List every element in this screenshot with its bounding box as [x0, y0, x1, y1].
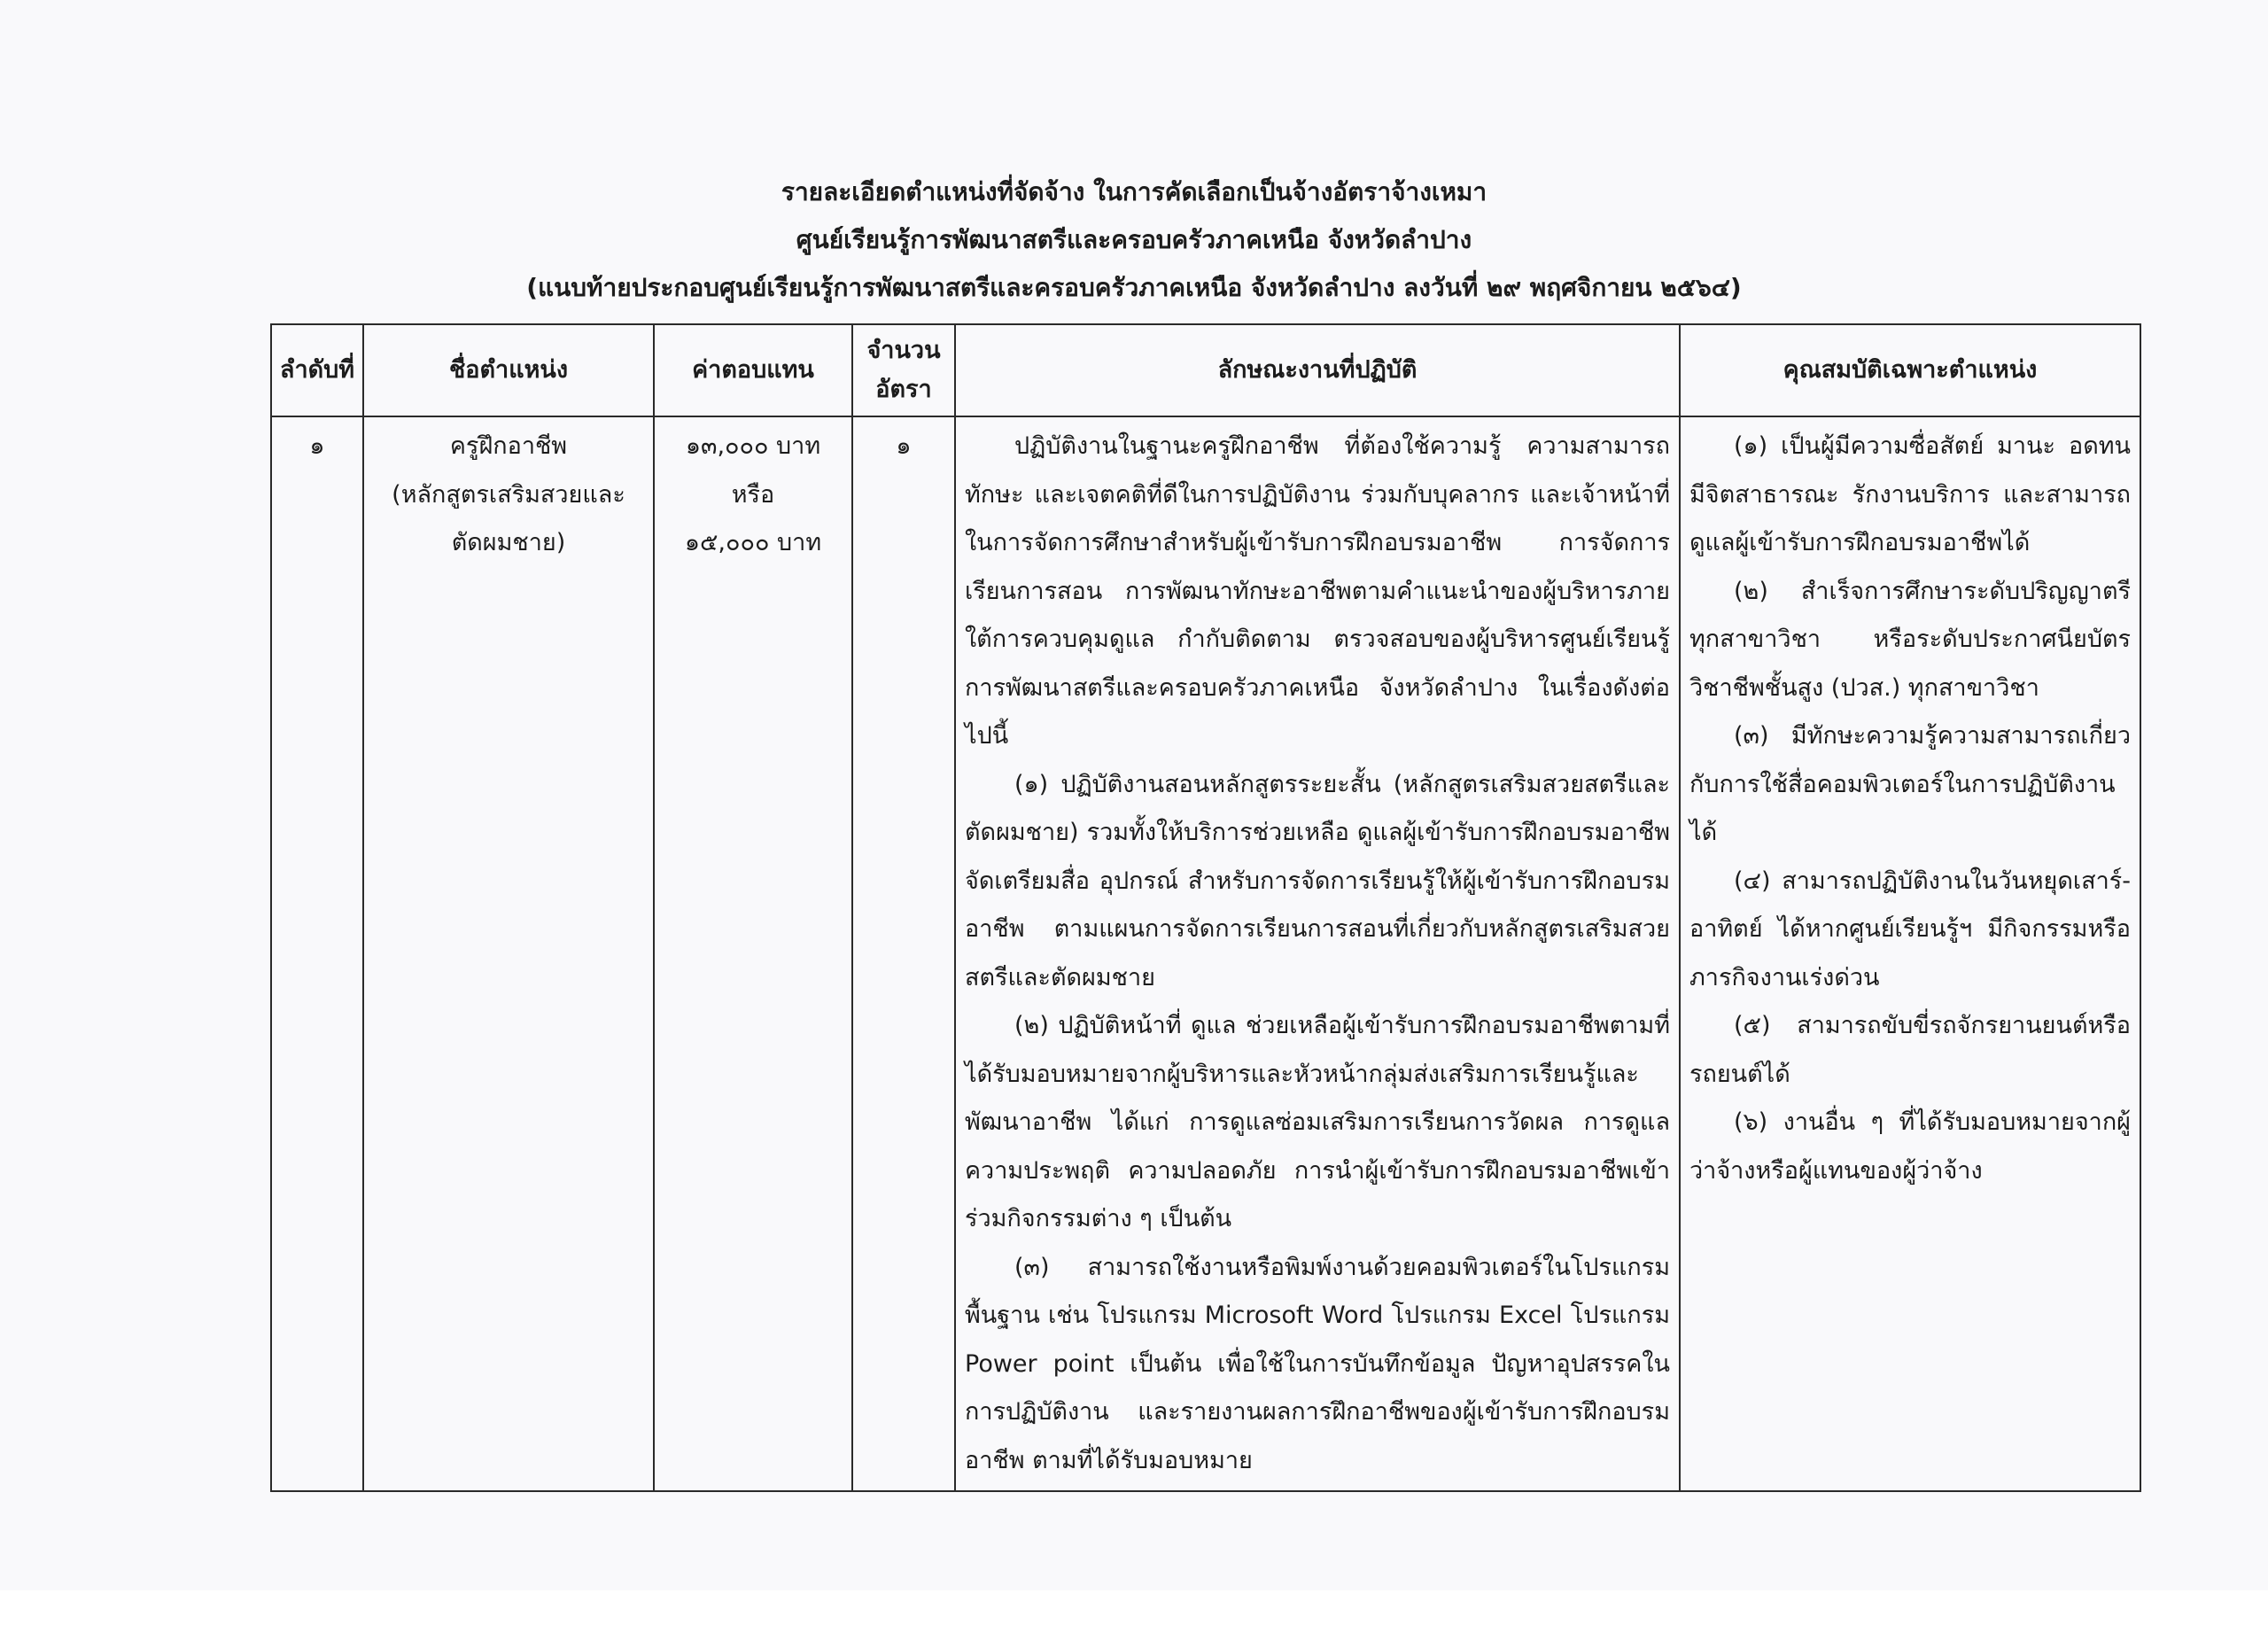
pay-line: ๑๓,๐๐๐ บาท [685, 432, 821, 460]
header-order: ลำดับที่ [271, 324, 363, 416]
pay-line: ๑๕,๐๐๐ บาท [684, 529, 822, 556]
duty-paragraph: (๑) ปฏิบัติงานสอนหลักสูตรระยะสั้น (หลักสูตรเสริมสวยสตรีและตัดผมชาย) รวมทั้งให้บริการช่วยเหลือ ดูแลผู้เข้ารับการฝึกอบรมอาชีพ จัดเตรียมสื่อ อุปกรณ์ สำหรับการจัดการเรียนรู้ให้ผู้เข้ารับการฝึกอบรมอาชีพ ตามแผนการจัดการเรียนการสอนที่เกี่ยวกับหลักสูตรเสริมสวยสตรีและตัดผมชาย [965, 770, 1670, 991]
qualification-item: (๖) งานอื่น ๆ ที่ได้รับมอบหมายจากผู้ว่าจ้างหรือผู้แทนของผู้ว่าจ้าง [1689, 1108, 2131, 1185]
cell-duties [955, 416, 1680, 1491]
duty-paragraph: (๒) ปฏิบัติหน้าที่ ดูแล ช่วยเหลือผู้เข้ารับการฝึกอบรมอาชีพตามที่ได้รับมอบหมายจากผู้บริหารและหัวหน้ากลุ่มส่งเสริมการเรียนรู้และพัฒนาอาชีพ ได้แก่ การดูแลซ่อมเสริมการเรียนการวัดผล การดูแลความประพฤติ ความปลอดภัย การนำผู้เข้ารับการฝึกอบรมอาชีพเข้าร่วมกิจกรรมต่าง ๆ เป็นต้น [965, 1012, 1670, 1232]
cell-position [363, 416, 654, 1491]
title-line-2: ศูนย์เรียนรู้การพัฒนาสตรีและครอบครัวภาคเหนือ จังหวัดลำปาง [796, 225, 1472, 254]
table-row [271, 416, 2140, 1491]
qualification-item: (๓) มีทักษะความรู้ความสามารถเกี่ยวกับการใช้สื่อคอมพิวเตอร์ในการปฏิบัติงานได้ [1689, 722, 2131, 846]
qualification-item: (๒) สำเร็จการศึกษาระดับปริญญาตรี ทุกสาขาวิชา หรือระดับประกาศนียบัตรวิชาชีพชั้นสูง (ปวส.) ทุกสาขาวิชา [1689, 577, 2131, 702]
position-line: ตัดผมชาย) [451, 529, 566, 556]
cell-qualifications [1680, 416, 2140, 1491]
document-header [266, 168, 2002, 312]
qualification-item: (๕) สามารถขับขี่รถจักรยานยนต์หรือรถยนต์ได้ [1689, 1012, 2131, 1088]
qualification-item: (๑) เป็นผู้มีความซื่อสัตย์ มานะ อดทน มีจิตสาธารณะ รักงานบริการ และสามารถดูแลผู้เข้ารับการฝึกอบรมอาชีพได้ [1689, 432, 2131, 556]
title-line-1: รายละเอียดตำแหน่งที่จัดจ้าง ในการคัดเลือกเป็นจ้างอัตราจ้างเหมา [781, 177, 1487, 206]
duty-paragraph: (๓) สามารถใช้งานหรือพิมพ์งานด้วยคอมพิวเตอร์ในโปรแกรมพื้นฐาน เช่น โปรแกรม Microsoft Word โปรแกรม Excel โปรแกรม Power point เป็นต้น เพื่อใช้ในการบันทึกข้อมูล ปัญหาอุปสรรคในการปฏิบัติงาน และรายงานผลการฝึกอาชีพของผู้เข้ารับการฝึกอบรมอาชีพ ตามที่ได้รับมอบหมาย [965, 1253, 1670, 1474]
scan-margin [0, 1590, 2268, 1648]
header-duties: ลักษณะงานที่ปฏิบัติ [955, 324, 1680, 416]
table-header-row [271, 324, 2140, 416]
position-line: (หลักสูตรเสริมสวยและ [392, 480, 625, 509]
pay-line: หรือ [731, 480, 775, 509]
header-count: จำนวนอัตรา [852, 324, 955, 416]
header-pay: ค่าตอบแทน [654, 324, 852, 416]
cell-count: ๑ [852, 416, 955, 1491]
position-line: ครูฝึกอาชีพ [449, 432, 568, 460]
cell-order: ๑ [271, 416, 363, 1491]
qualification-item: (๔) สามารถปฏิบัติงานในวันหยุดเสาร์-อาทิตย์ ได้หากศูนย์เรียนรู้ฯ มีกิจกรรมหรือภารกิจงานเร่งด่วน [1689, 867, 2131, 991]
header-qualifications: คุณสมบัติเฉพาะตำแหน่ง [1680, 324, 2140, 416]
title-line-3: (แนบท้ายประกอบศูนย์เรียนรู้การพัฒนาสตรีและครอบครัวภาคเหนือ จังหวัดลำปาง ลงวันที่ ๒๙ พฤศจิกายน ๒๕๖๔) [526, 273, 1742, 302]
header-position: ชื่อตำแหน่ง [363, 324, 654, 416]
positions-table [270, 323, 2141, 1492]
cell-pay [654, 416, 852, 1491]
duty-paragraph: ปฏิบัติงานในฐานะครูฝึกอาชีพ ที่ต้องใช้ความรู้ ความสามารถ ทักษะ และเจตคติที่ดีในการปฏิบัติงาน ร่วมกับบุคลากร และเจ้าหน้าที่ ในการจัดการศึกษาสำหรับผู้เข้ารับการฝึกอบรมอาชีพ การจัดการเรียนการสอน การพัฒนาทักษะอาชีพตามคำแนะนำของผู้บริหารภายใต้การควบคุมดูแล กำกับติดตาม ตรวจสอบของผู้บริหารศูนย์เรียนรู้การพัฒนาสตรีและครอบครัวภาคเหนือ จังหวัดลำปาง ในเรื่องดังต่อไปนี้ [965, 432, 1670, 750]
